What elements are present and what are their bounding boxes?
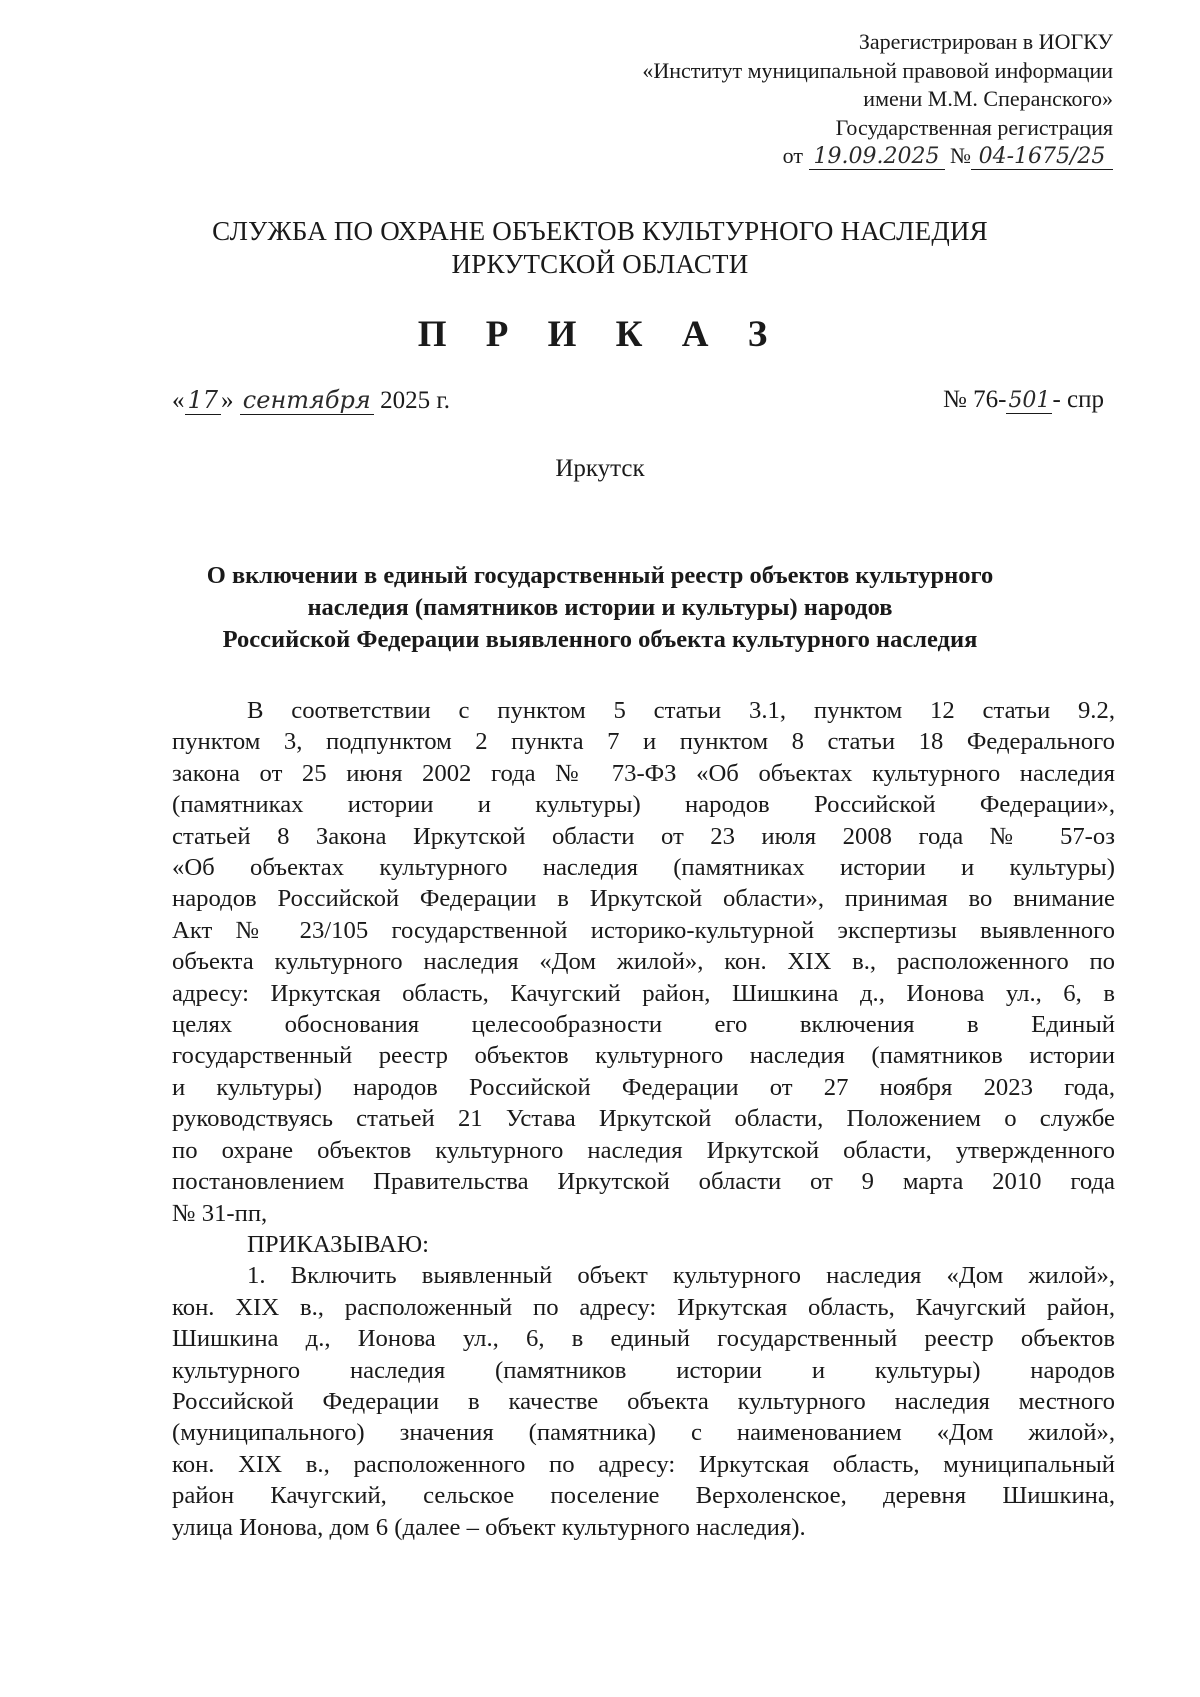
order-subject	[0, 560, 1200, 656]
registration-line-4: Государственная регистрация	[835, 114, 1113, 140]
order-number-handwritten: 501	[1008, 388, 1051, 413]
preamble-paragraph	[172, 695, 1115, 1229]
registration-from-label: от	[782, 143, 803, 168]
body-line: кон. XIX в., расположенного по адресу: Иркутская область, муниципальный	[172, 1450, 1115, 1478]
body-line: целях обоснования целесообразности его включения в Единый	[172, 1011, 1115, 1039]
order-number-prefix: № 76-	[943, 386, 1007, 413]
agency-heading	[0, 215, 1200, 281]
body-line: (памятниках истории и культуры) народов Российской Федерации»,	[172, 791, 1115, 819]
order-date	[172, 386, 450, 415]
body-line: культурного наследия (памятников истории и культуры) народов	[172, 1356, 1115, 1384]
order-body	[172, 695, 1115, 1543]
body-line: руководствуясь статьей 21 Устава Иркутской области, Положением о службе	[172, 1105, 1115, 1133]
body-line: по охране объектов культурного наследия Иркутской области, утвержденного	[172, 1136, 1115, 1164]
registration-line-1: Зарегистрирован в ИОГКУ	[858, 29, 1113, 54]
body-line: В соответствии с пунктом 5 статьи 3.1, пунктом 12 статьи 9.2,	[247, 697, 1115, 724]
subject-line-3: Российской Федерации выявленного объекта культурного наследия	[222, 626, 978, 653]
date-month-handwritten: сентября	[240, 386, 374, 415]
subject-line-2: наследия (памятников истории и культуры) народов	[307, 594, 893, 621]
body-line: Акт № 23/105 государственной историко-культурной экспертизы выявленного	[172, 916, 1115, 944]
body-line: (муниципального) значения (памятника) с наименованием «Дом жилой»,	[172, 1419, 1115, 1447]
order-number	[943, 386, 1104, 414]
body-line: кон. XIX в., расположенный по адресу: Иркутская область, Качугский район,	[172, 1293, 1115, 1321]
body-line: государственный реестр объектов культурного наследия (памятников истории	[172, 1042, 1115, 1070]
body-line: Шишкина д., Ионова ул., 6, в единый государственный реестр объектов	[172, 1325, 1115, 1353]
date-year: 2025 г.	[380, 387, 450, 414]
body-line: пунктом 3, подпунктом 2 пункта 7 и пунктом 8 статьи 18 Федерального	[172, 728, 1115, 756]
registration-date-handwritten: 19.09.2025	[809, 145, 945, 170]
registration-number-line	[642, 142, 1113, 171]
body-line: Российской Федерации в качестве объекта культурного наследия местного	[172, 1387, 1115, 1415]
body-line: адресу: Иркутская область, Качугский район, Шишкина д., Ионова ул., 6, в	[172, 979, 1115, 1007]
agency-line-2: ИРКУТСКОЙ ОБЛАСТИ	[451, 249, 749, 279]
order-word: ПРИКАЗЫВАЮ:	[247, 1230, 429, 1258]
body-line: закона от 25 июня 2002 года № 73-ФЗ «Об объектах культурного наследия	[172, 759, 1115, 787]
body-line: «Об объектах культурного наследия (памятниках истории и культуры)	[172, 854, 1115, 882]
body-line: постановлением Правительства Иркутской области от 9 марта 2010 года	[172, 1168, 1115, 1196]
order-item-1	[172, 1260, 1115, 1543]
body-line: улица Ионова, дом 6 (далее – объект культурного наследия).	[172, 1513, 806, 1541]
date-day-handwritten: 17	[185, 386, 222, 415]
registration-number-label: №	[950, 143, 971, 168]
body-line: объекта культурного наследия «Дом жилой», кон. XIX в., расположенного по	[172, 948, 1115, 976]
city: Иркутск	[555, 455, 645, 482]
body-line: статьей 8 Закона Иркутской области от 23 июля 2008 года № 57-оз	[172, 822, 1115, 850]
subject-line-1: О включении в единый государственный реестр объектов культурного	[206, 562, 994, 589]
registration-number-handwritten: 04-1675/25	[971, 145, 1113, 170]
registration-line-3: имени М.М. Сперанского»	[863, 86, 1113, 111]
date-close-quote: »	[221, 387, 234, 414]
body-line: народов Российской Федерации в Иркутской области», принимая во внимание	[172, 885, 1115, 913]
registration-stamp	[642, 28, 1113, 171]
body-line: 1. Включить выявленный объект культурного наследия «Дом жилой»,	[247, 1262, 1115, 1290]
body-line: и культуры) народов Российской Федерации от 27 ноября 2023 года,	[172, 1073, 1115, 1101]
order-number-suffix: - спр	[1052, 386, 1104, 413]
registration-line-2: «Институт муниципальной правовой информации	[642, 57, 1113, 83]
body-line: № 31-пп,	[172, 1199, 268, 1227]
date-open-quote: «	[172, 387, 185, 414]
agency-line-1: СЛУЖБА ПО ОХРАНЕ ОБЪЕКТОВ КУЛЬТУРНОГО НАСЛЕДИЯ	[212, 216, 988, 246]
document-type-title: П Р И К А З	[417, 314, 783, 355]
body-line: район Качугский, сельское поселение Верхоленское, деревня Шишкина,	[172, 1482, 1115, 1510]
